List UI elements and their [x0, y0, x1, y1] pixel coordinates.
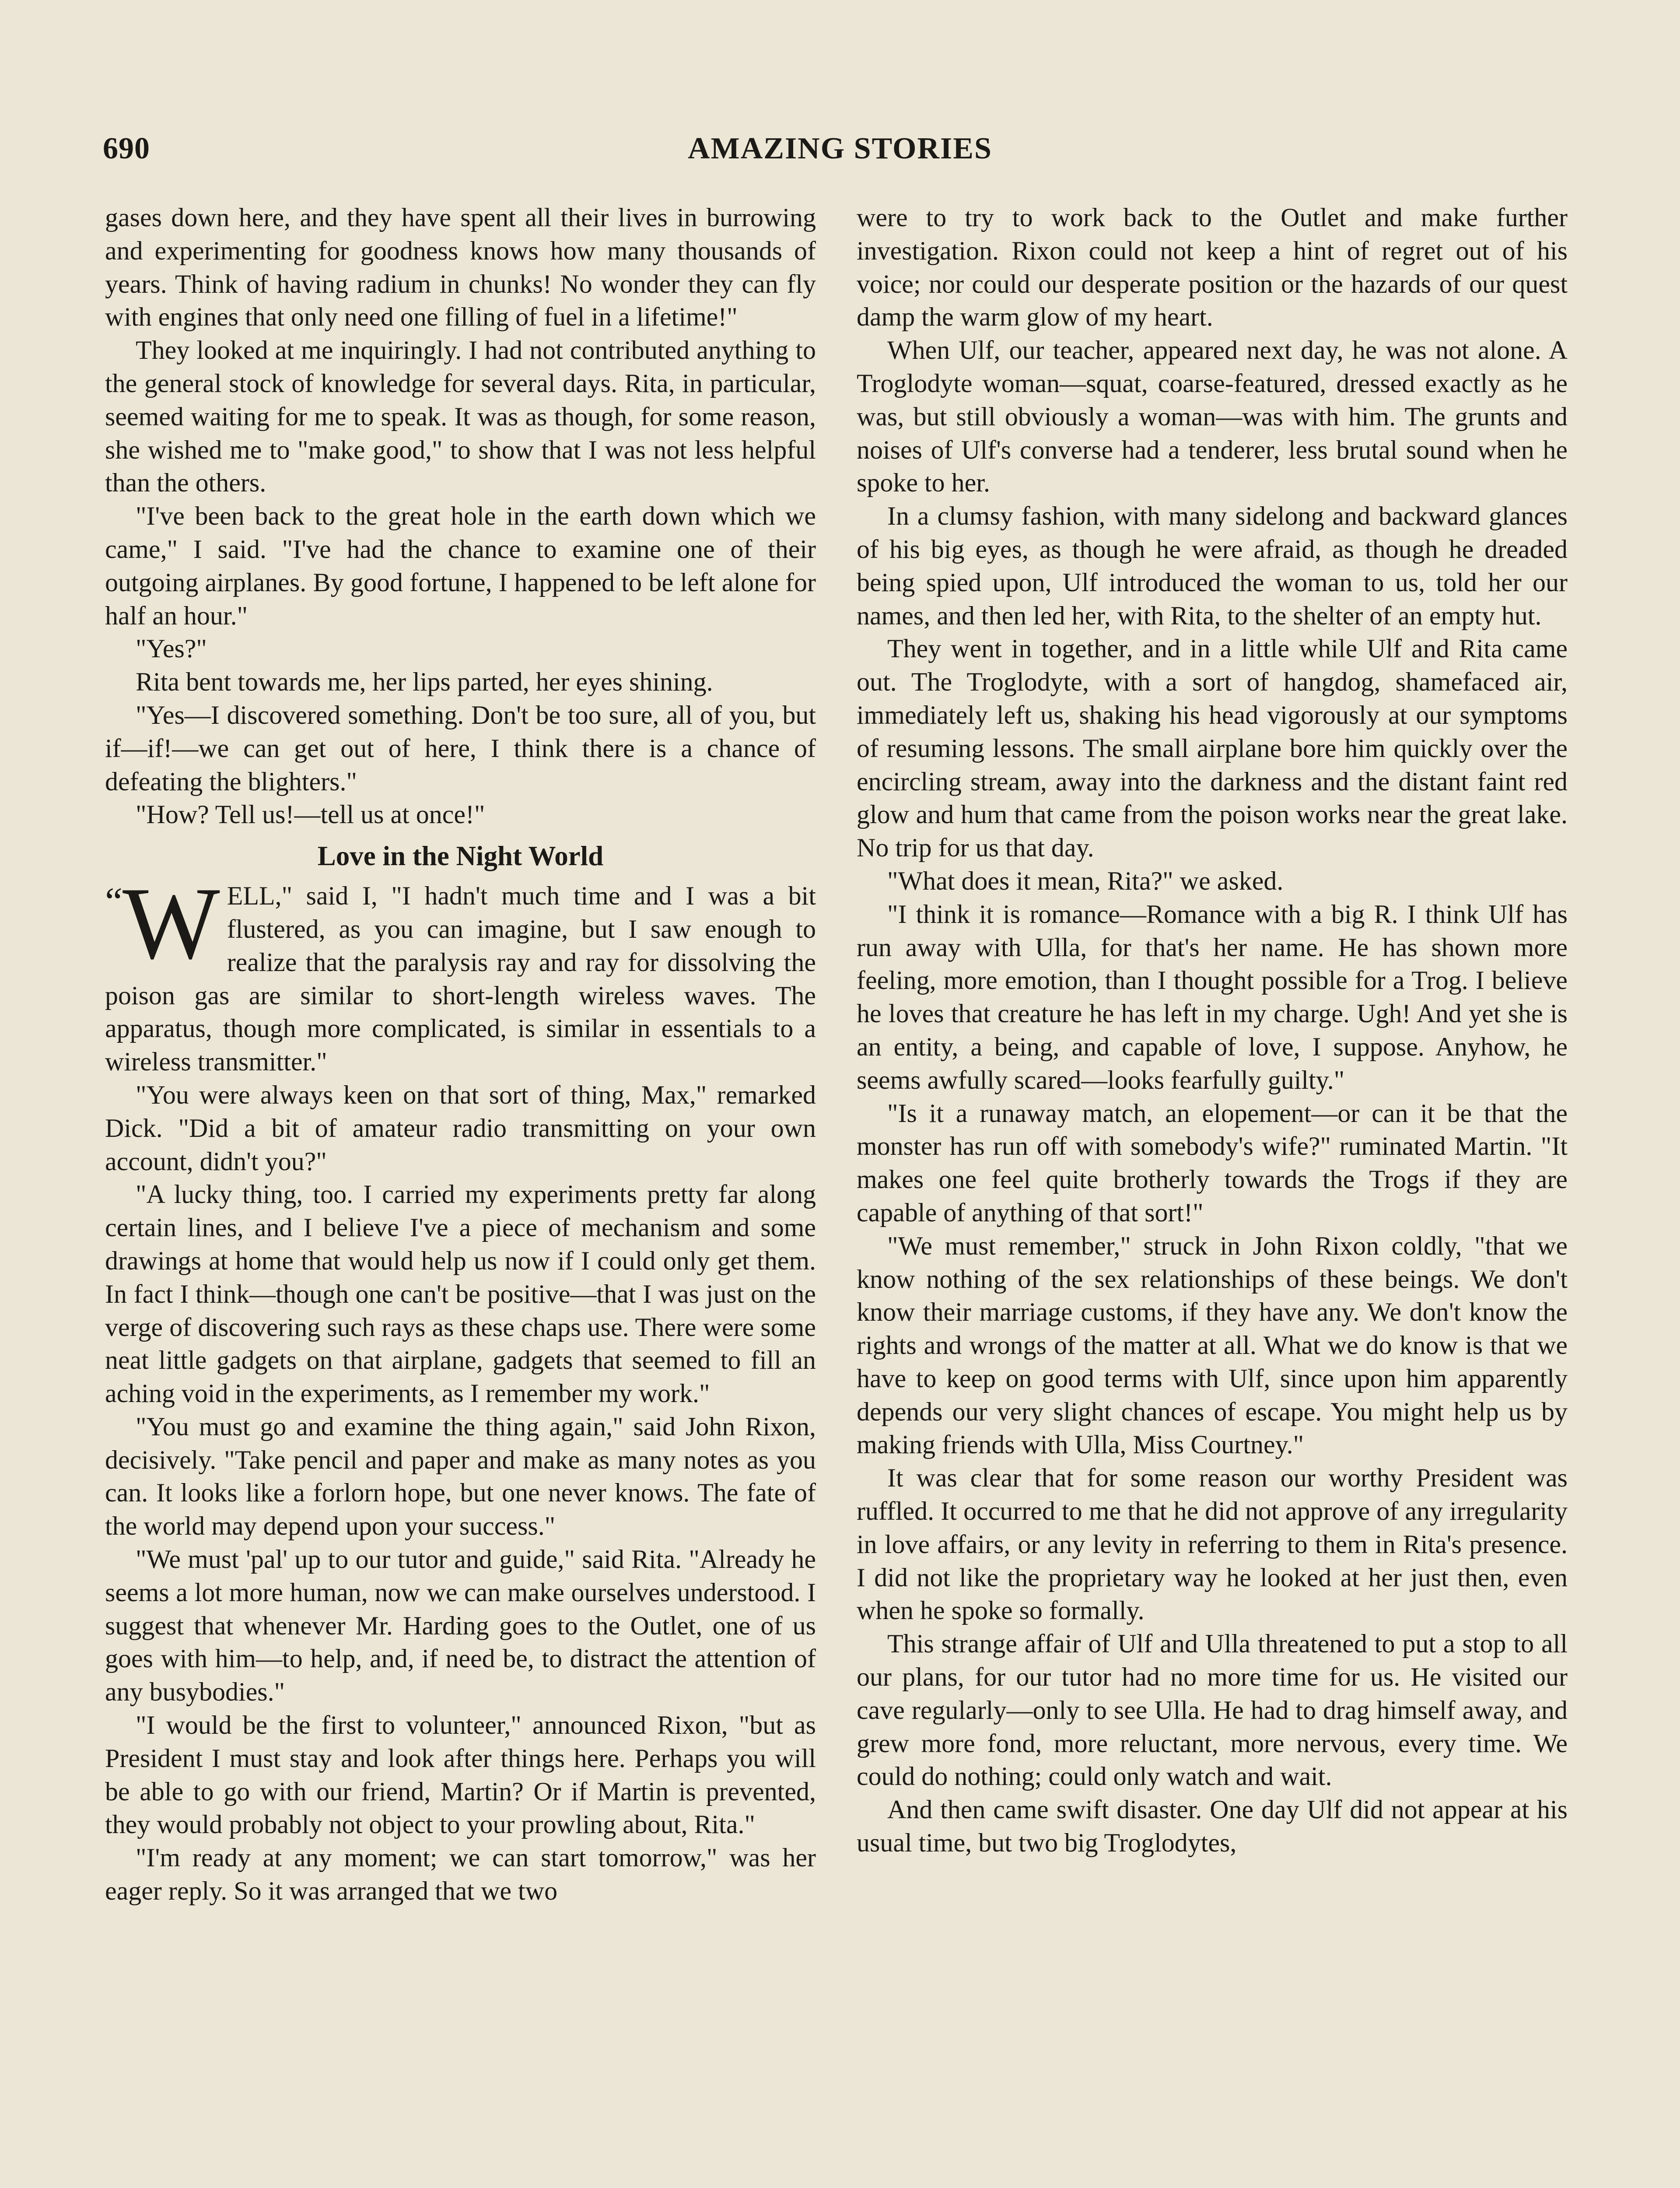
paragraph: "I would be the first to volunteer," announced Rixon, "but as President I must stay and look after things here. Perhaps you will be able to go with our friend, Martin? Or if Martin is prevented, they would probably not object to your prowling about, Rita.": [105, 1711, 816, 1839]
page-number: 690: [103, 132, 150, 165]
drop-cap: [105, 866, 220, 981]
paragraph: This strange affair of Ulf and Ulla threatened to put a stop to all our plans, for our tutor had no more time for us. He visited our cave regularly—only to see Ulla. He had to drag himself away, and grew more fond, more reluctant, more nervous, every time. We could do nothing; could only watch and wait.: [857, 1629, 1568, 1791]
paragraph: "How? Tell us!—tell us at once!": [136, 800, 485, 829]
dropcap-paragraph-text: ELL," said I, "I hadn't much time and I was a bit flustered, as you can imagine, but I saw enough to realize that the paralysis ray and ray for dissolving the poison gas are similar to short-length wireless waves. The apparatus, though more complicated, is similar in essentials to a wireless transmitter.": [105, 881, 816, 1076]
section-heading: Love in the Night World: [317, 841, 604, 872]
paragraph: "What does it mean, Rita?" we asked.: [887, 866, 1284, 895]
paragraph: "We must 'pal' up to our tutor and guide," said Rita. "Already he seems a lot more human, now we can make ourselves understood. I suggest that whenever Mr. Harding goes to the Outlet, one of us goes with him—to help, and, if need be, to distract the attention of any busybodies.": [105, 1545, 816, 1707]
paragraph: gases down here, and they have spent all their lives in burrowing and experimenting for goodness knows how many thousands of years. Think of having radium in chunks! No wonder they can fly with engines that only need one filling of fuel in a lifetime!": [105, 203, 816, 332]
drop-cap-letter: W: [122, 866, 220, 981]
paragraph: were to try to work back to the Outlet and make further investigation. Rixon could not keep a hint of regret out of his voice; nor could our desperate position or the hazards of our quest damp the warm glow of my heart.: [857, 203, 1568, 332]
paragraph: "I've been back to the great hole in the earth down which we came," I said. "I've had the chance to examine one of their outgoing airplanes. By good fortune, I happened to be left alone for half an hour.": [105, 501, 816, 630]
paragraph: It was clear that for some reason our worthy President was ruffled. It occurred to me that he did not approve of any irregularity in love affairs, or any levity in referring to them in Rita's presence. I did not like the proprietary way he looked at her just then, even when he spoke so formally.: [857, 1463, 1568, 1625]
paragraph: "Yes—I discovered something. Don't be too sure, all of you, but if—if!—we can get out of here, I think there is a chance of defeating the blighters.": [105, 700, 816, 796]
paragraph: "Yes?": [136, 634, 207, 663]
paragraph: "We must remember," struck in John Rixon coldly, "that we know nothing of the sex relationships of these beings. We don't know their marriage customs, if they have any. We don't know the rights and wrongs of the matter at all. What we do know is that we have to keep on good terms with Ulf, since upon him apparently depends our very slight chances of escape. You might help us by making friends with Ulla, Miss Courtney.": [857, 1231, 1568, 1459]
paragraph: "I think it is romance—Romance with a big R. I think Ulf has run away with Ulla, for that's her name. He has shown more feeling, more emotion, than I thought possible for a Trog. I believe he loves that creature he has left in my charge. Ugh! And yet she is an entity, a being, and capable of love, I suppose. Anyhow, he seems awfully scared—looks fearfully guilty.": [857, 899, 1568, 1094]
paragraph: "Is it a runaway match, an elopement—or can it be that the monster has run off with somebody's wife?" ruminated Martin. "It makes one feel quite brotherly towards the Trogs if they are capable of anything of that sort!": [857, 1098, 1568, 1227]
right-column: [857, 201, 1568, 1860]
page-header: [103, 131, 1577, 171]
paragraph: "You must go and examine the thing again," said John Rixon, decisively. "Take pencil and paper and make as many notes as you can. It looks like a forlorn hope, but one never knows. The fate of the world may depend upon your success.": [105, 1412, 816, 1541]
paragraph: "I'm ready at any moment; we can start tomorrow," was her eager reply. So it was arranged that we two: [105, 1843, 816, 1906]
dropcap-paragraph: [105, 866, 816, 1079]
running-title: AMAZING STORIES: [688, 132, 992, 165]
paragraph: They looked at me inquiringly. I had not contributed anything to the general stock of knowledge for several days. Rita, in particular, seemed waiting for me to speak. It was as though, for some reason, she wished me to "make good," to show that I was not less helpful than the others.: [105, 336, 816, 498]
paragraph: Rita bent towards me, her lips parted, her eyes shining.: [136, 667, 713, 697]
paragraph: And then came swift disaster. One day Ulf did not appear at his usual time, but two big Troglodytes,: [857, 1795, 1568, 1858]
paragraph: When Ulf, our teacher, appeared next day, he was not alone. A Troglodyte woman—squat, coarse-featured, dressed exactly as he was, but still obviously a woman—was with him. The grunts and noises of Ulf's converse had a tenderer, less brutal sound when he spoke to her.: [857, 336, 1568, 498]
paragraph: "You were always keen on that sort of thing, Max," remarked Dick. "Did a bit of amateur radio transmitting on your own account, didn't you?": [105, 1080, 816, 1176]
paragraph: They went in together, and in a little while Ulf and Rita came out. The Troglodyte, with a sort of hangdog, shamefaced air, immediately left us, shaking his head vigorously at our symptoms of resuming lessons. The small airplane bore him quickly over the encircling stream, away into the darkness and the distant faint red glow and hum that came from the poison works near the great lake. No trip for us that day.: [857, 634, 1568, 863]
paragraph: "A lucky thing, too. I carried my experiments pretty far along certain lines, and I believe I've a piece of mechanism and some drawings at home that would help us now if I could only get them. In fact I think—though one can't be positive—that I was just on the verge of discovering such rays as these chaps use. There were some neat little gadgets on that airplane, gadgets that seemed to fill an aching void in the experiments, as I remember my work.": [105, 1180, 816, 1408]
paragraph: In a clumsy fashion, with many sidelong and backward glances of his big eyes, as though he were afraid, as though he dreaded being spied upon, Ulf introduced the woman to us, told her our names, and then led her, with Rita, to the shelter of an empty hut.: [857, 501, 1568, 630]
drop-cap-quote: “: [105, 880, 122, 924]
left-column: [105, 201, 816, 1908]
